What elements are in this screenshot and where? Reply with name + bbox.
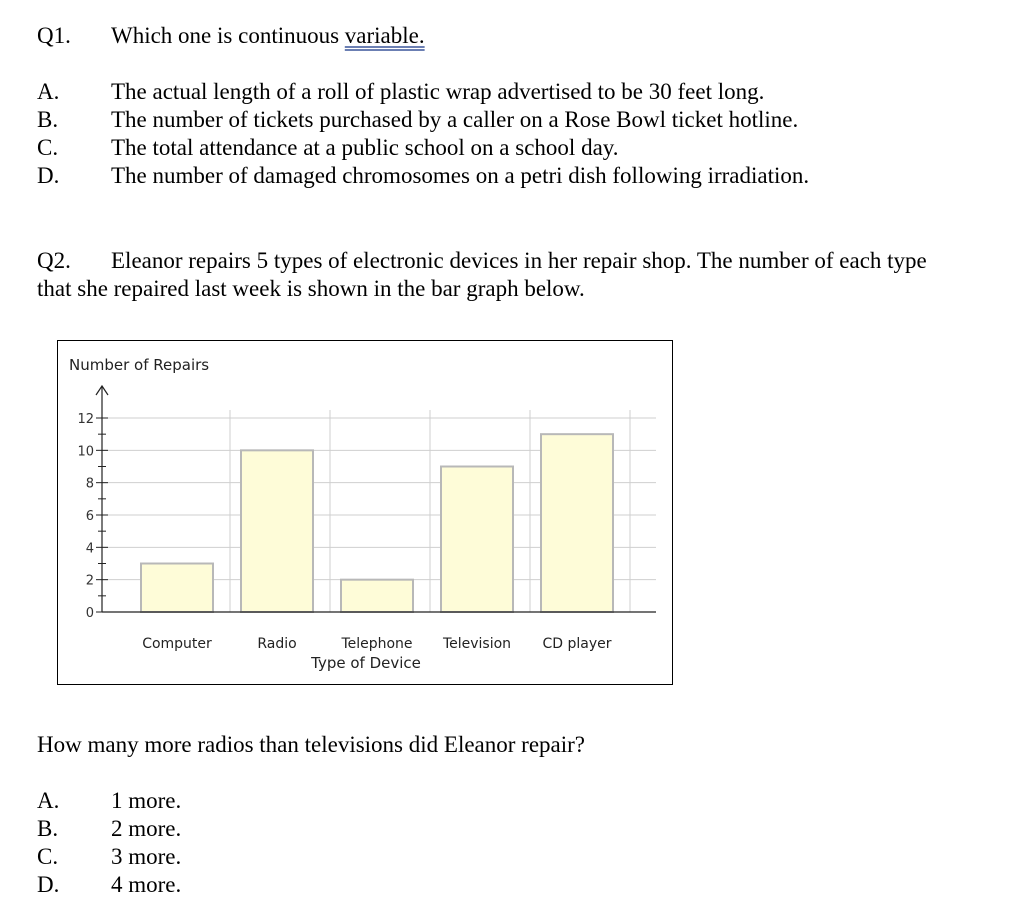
bar-chart-svg	[58, 341, 674, 686]
bar-radio	[241, 450, 313, 612]
q2-intro-line2: that she repaired last week is shown in the bar graph below.	[37, 276, 585, 301]
x-tick-label: Telephone	[341, 636, 413, 652]
q2-question: How many more radios than televisions did Eleanor repair?	[37, 732, 586, 757]
y-tick-label: 4	[85, 541, 94, 557]
q2-option-b-text: 2 more.	[111, 816, 182, 841]
y-tick-label: 10	[77, 444, 94, 460]
q1-number: Q1.	[37, 23, 71, 48]
y-axis-label: Number of Repairs	[69, 356, 210, 374]
y-tick-label: 12	[77, 412, 94, 427]
bar-cd-player	[541, 434, 613, 612]
q1-option-d-text: The number of damaged chromosomes on a petri dish following irradiation.	[111, 163, 810, 188]
q2-intro-line1: Eleanor repairs 5 types of electronic devices in her repair shop. The number of each type	[111, 248, 927, 273]
q1-prompt-underlined: variable.	[344, 23, 425, 48]
q1-option-a-letter: A.	[37, 79, 60, 104]
y-tick-label: 6	[85, 509, 94, 524]
x-axis-label: Type of Device	[311, 654, 421, 672]
q2-option-d-letter: D.	[37, 872, 60, 897]
q1-prompt-main: Which one is continuous	[111, 23, 345, 48]
q1-option-b-text: The number of tickets purchased by a caller on a Rose Bowl ticket hotline.	[111, 107, 799, 132]
q1-option-c-letter: C.	[37, 135, 59, 160]
x-tick-label: Radio	[257, 636, 297, 652]
q1-option-c-text: The total attendance at a public school on a school day.	[111, 135, 619, 160]
q2-option-d-text: 4 more.	[111, 872, 182, 897]
x-tick-label: Computer	[142, 636, 212, 652]
y-tick-label: 8	[85, 476, 94, 492]
q2-number: Q2.	[37, 248, 71, 273]
q2-option-b-letter: B.	[37, 816, 59, 841]
y-tick-label: 2	[85, 573, 94, 589]
bar-telephone	[341, 580, 413, 612]
q2-option-c-letter: C.	[37, 844, 59, 869]
q1-option-a-text: The actual length of a roll of plastic wrap advertised to be 30 feet long.	[111, 79, 765, 104]
q2-option-c-text: 3 more.	[111, 844, 182, 869]
q1-option-b-letter: B.	[37, 107, 59, 132]
y-tick-label: 0	[85, 606, 94, 621]
q1-prompt	[111, 22, 425, 50]
q2-option-a-text: 1 more.	[111, 788, 182, 813]
bar-computer	[141, 564, 213, 613]
q2-option-a-letter: A.	[37, 788, 60, 813]
x-tick-label: Television	[442, 636, 512, 652]
q1-option-d-letter: D.	[37, 163, 60, 188]
bar-chart	[57, 340, 673, 685]
x-tick-label: CD player	[542, 636, 612, 652]
bar-television	[441, 467, 513, 613]
